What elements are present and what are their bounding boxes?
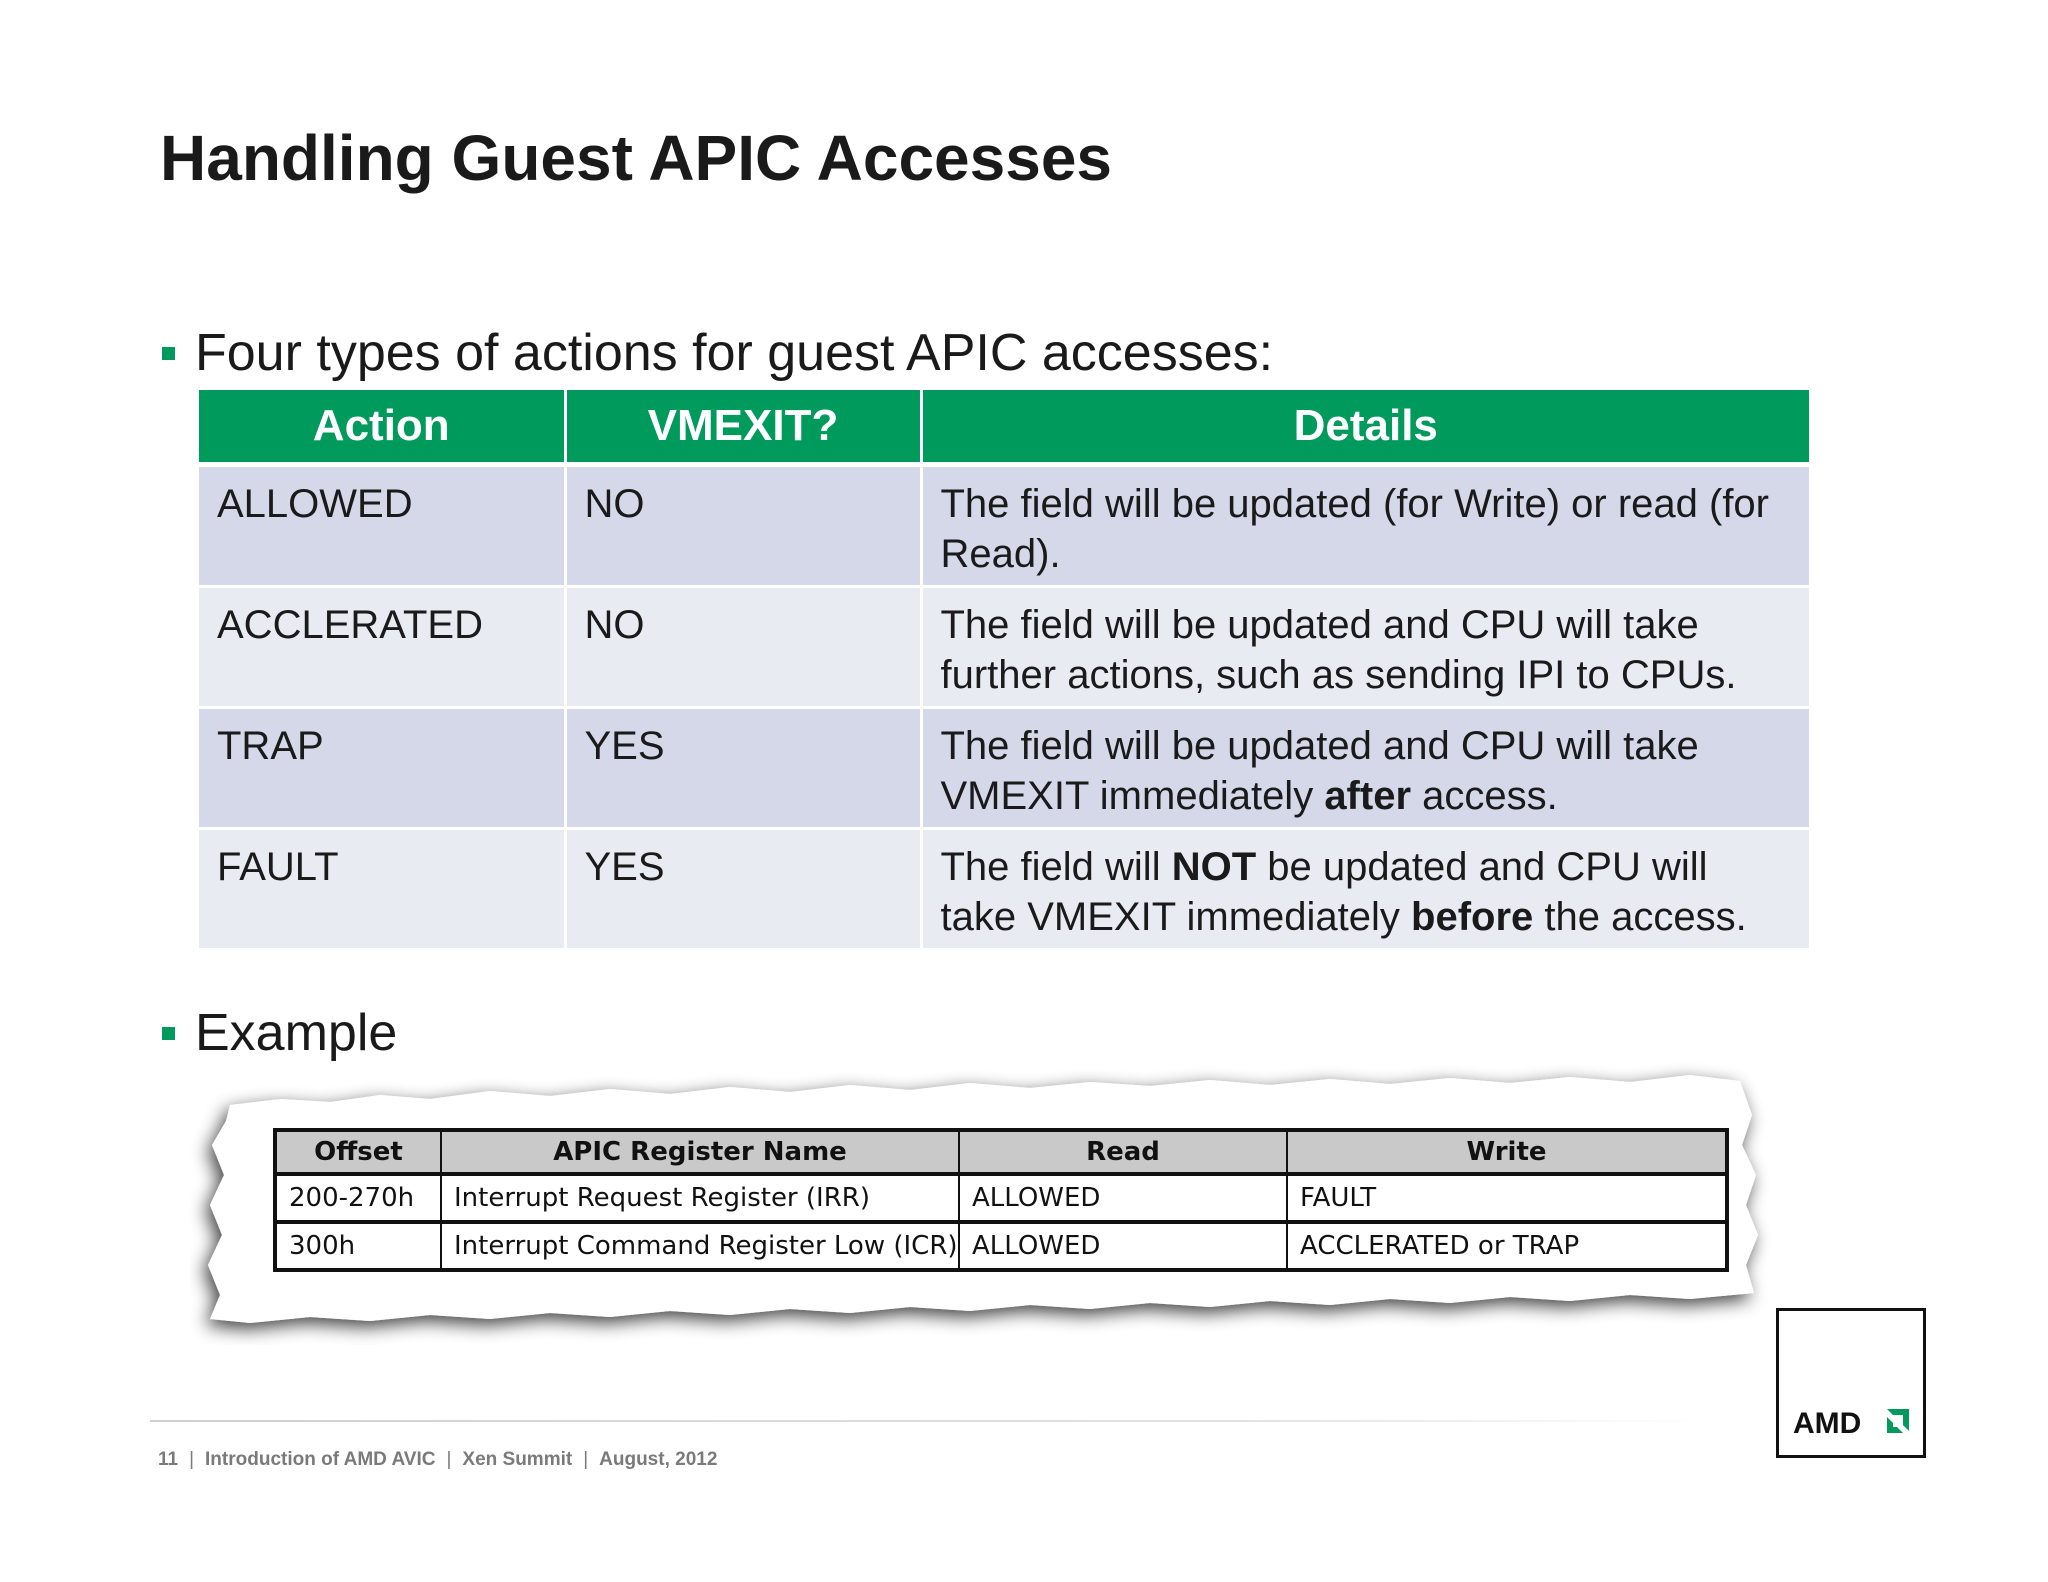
footer-separator: | bbox=[583, 1449, 589, 1470]
footer-divider bbox=[150, 1420, 1710, 1422]
torn-paper-example bbox=[190, 1055, 1780, 1345]
footer-presentation-title: Introduction of AMD AVIC bbox=[205, 1449, 436, 1470]
footer-event: Xen Summit bbox=[462, 1449, 573, 1470]
amd-logo-text: AMD bbox=[1793, 1407, 1862, 1440]
table-row bbox=[199, 829, 1809, 950]
details-emphasis: before bbox=[1411, 895, 1534, 939]
action-cell: FAULT bbox=[199, 829, 565, 950]
details-cell bbox=[921, 829, 1809, 950]
write-cell: ACCLERATED or TRAP bbox=[1287, 1222, 1727, 1270]
details-text: be updated and CPU will take VMEXIT immediately bbox=[940, 845, 1708, 939]
footer-separator: | bbox=[446, 1449, 452, 1470]
details-text: The field will be updated and CPU will take VMEXIT immediately bbox=[940, 724, 1699, 818]
vmexit-cell: YES bbox=[565, 829, 921, 950]
footer bbox=[158, 1449, 717, 1471]
details-cell bbox=[921, 708, 1809, 829]
register-header-name: APIC Register Name bbox=[441, 1130, 959, 1174]
bullet-square-icon bbox=[162, 347, 175, 360]
footer-separator: | bbox=[189, 1449, 195, 1470]
table-row bbox=[199, 587, 1809, 708]
bullet-example bbox=[162, 1004, 398, 1062]
action-table-header-action: Action bbox=[199, 390, 565, 465]
offset-cell: 200-270h bbox=[275, 1174, 441, 1222]
register-header-offset: Offset bbox=[275, 1130, 441, 1174]
details-cell bbox=[921, 587, 1809, 708]
register-name-cell: Interrupt Request Register (IRR) bbox=[441, 1174, 959, 1222]
details-cell bbox=[921, 465, 1809, 587]
offset-cell: 300h bbox=[275, 1222, 441, 1270]
action-cell: ALLOWED bbox=[199, 465, 565, 587]
register-header-write: Write bbox=[1287, 1130, 1727, 1174]
action-table bbox=[199, 390, 1809, 951]
details-text: access. bbox=[1411, 774, 1558, 818]
action-table-header-details: Details bbox=[921, 390, 1809, 465]
vmexit-cell: NO bbox=[565, 587, 921, 708]
action-table-header-row bbox=[199, 390, 1809, 465]
bullet-square-icon bbox=[162, 1027, 175, 1040]
details-emphasis: after bbox=[1324, 774, 1412, 818]
register-name-cell: Interrupt Command Register Low (ICR) bbox=[441, 1222, 959, 1270]
vmexit-cell: NO bbox=[565, 465, 921, 587]
register-table bbox=[273, 1128, 1729, 1272]
read-cell: ALLOWED bbox=[959, 1222, 1287, 1270]
vmexit-cell: YES bbox=[565, 708, 921, 829]
table-row bbox=[275, 1174, 1727, 1222]
bullet-example-text: Example bbox=[195, 1004, 398, 1062]
details-text: The field will be updated (for Write) or read (for Read). bbox=[940, 482, 1769, 576]
bullet-actions-text: Four types of actions for guest APIC accesses: bbox=[195, 324, 1274, 382]
table-row bbox=[199, 465, 1809, 587]
details-emphasis: NOT bbox=[1171, 845, 1257, 889]
read-cell: ALLOWED bbox=[959, 1174, 1287, 1222]
action-cell: TRAP bbox=[199, 708, 565, 829]
register-header-read: Read bbox=[959, 1130, 1287, 1174]
slide-title: Handling Guest APIC Accesses bbox=[160, 122, 1112, 194]
table-row bbox=[199, 708, 1809, 829]
details-text: the access. bbox=[1533, 895, 1747, 939]
action-cell: ACCLERATED bbox=[199, 587, 565, 708]
table-row bbox=[275, 1222, 1727, 1270]
details-text: The field will bbox=[940, 845, 1172, 889]
details-text: The field will be updated and CPU will take further actions, such as sending IPI to CPUs. bbox=[940, 603, 1737, 697]
footer-date: August, 2012 bbox=[599, 1449, 718, 1470]
write-cell: FAULT bbox=[1287, 1174, 1727, 1222]
footer-page-number: 11 bbox=[158, 1449, 179, 1470]
amd-arrow-icon bbox=[1883, 1407, 1911, 1435]
action-table-header-vmexit: VMEXIT? bbox=[565, 390, 921, 465]
bullet-actions bbox=[162, 324, 1274, 382]
register-table-header-row bbox=[275, 1130, 1727, 1174]
amd-logo bbox=[1776, 1308, 1926, 1458]
